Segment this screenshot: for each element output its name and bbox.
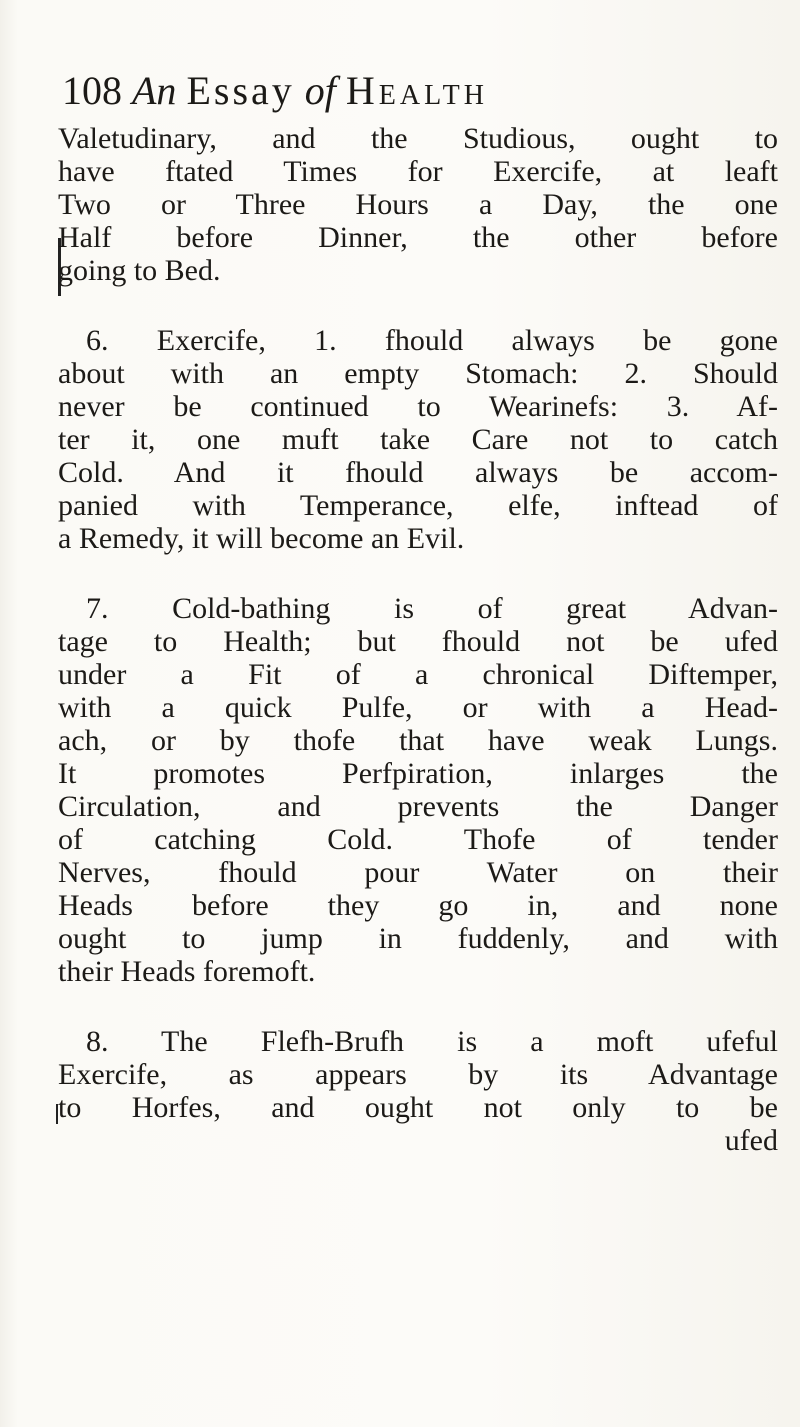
text-line: ter it, one muft take Care not to catch [58, 423, 778, 456]
text-line: It promotes Perfpiration, inlarges the [58, 757, 778, 790]
running-header [62, 64, 762, 118]
paragraph-7 [58, 592, 778, 988]
text-line: of catching Cold. Thofe of tender [58, 823, 778, 856]
page-number: 108 [62, 68, 122, 113]
header-health: Health [345, 68, 488, 113]
text-line: under a Fit of a chronical Diftemper, [58, 658, 778, 691]
catchword: ufed [724, 1124, 778, 1157]
text-line: going to Bed. [58, 254, 221, 287]
text-line: Half before Dinner, the other before [58, 221, 778, 254]
text-line: ought to jump in fuddenly, and with [58, 922, 778, 955]
text-line: Valetudinary, and the Studious, ought to [58, 122, 778, 155]
header-of: of [304, 68, 336, 113]
text-line: Circulation, and prevents the Danger [58, 790, 778, 823]
text-line: 7. Cold-bathing is of great Advan- [86, 592, 778, 625]
text-line: Two or Three Hours a Day, the one [58, 188, 778, 221]
text-line: about with an empty Stomach: 2. Should [58, 357, 778, 390]
header-an: An [132, 68, 177, 113]
header-essay: Essay [186, 68, 295, 113]
text-line: never be continued to Wearinefs: 3. Af- [58, 390, 778, 423]
paragraph-8 [58, 1025, 778, 1157]
text-line: 8. The Flefh-Brufh is a moft ufeful [86, 1025, 778, 1058]
paragraph-1 [58, 122, 778, 287]
paragraph-6 [58, 324, 778, 555]
text-line: a Remedy, it will become an Evil. [58, 522, 465, 555]
text-line: tage to Health; but fhould not be ufed [58, 625, 778, 658]
text-line: with a quick Pulfe, or with a Head- [58, 691, 778, 724]
text-line: 6. Exercife, 1. fhould always be gone [86, 324, 778, 357]
text-line: Cold. And it fhould always be accom- [58, 456, 778, 489]
text-line: Nerves, fhould pour Water on their [58, 856, 778, 889]
body-text [58, 122, 778, 1157]
text-line: Heads before they go in, and none [58, 889, 778, 922]
text-line: have ftated Times for Exercife, at leaft [58, 155, 778, 188]
text-line: their Heads foremoft. [58, 955, 316, 988]
text-line: to Horfes, and ought not only to be [58, 1091, 778, 1124]
text-line: Exercife, as appears by its Advantage [58, 1058, 778, 1091]
text-line: panied with Temperance, elfe, inftead of [58, 489, 778, 522]
text-line: ach, or by thofe that have weak Lungs. [58, 724, 778, 757]
